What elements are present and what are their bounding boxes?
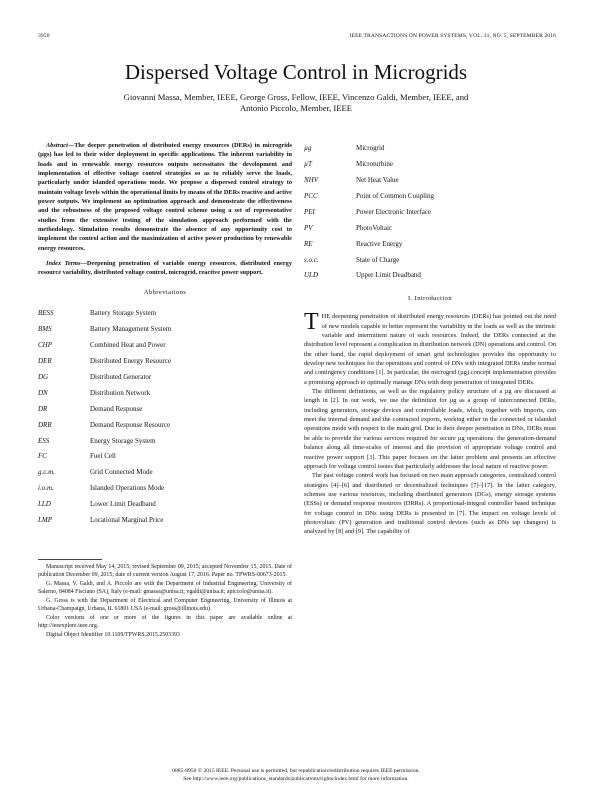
authors [60, 92, 532, 114]
abbreviation-row [38, 449, 292, 465]
abbreviation-term: DR [38, 404, 48, 413]
abbreviation-row [304, 236, 556, 252]
abbreviation-definition: Power Electronic Interface [356, 207, 432, 216]
abbreviation-definition: Energy Storage System [90, 436, 156, 445]
abbreviation-term: s.o.c. [304, 255, 319, 264]
footnote-paragraph: G. Massa, V. Galdi, and A. Piccolo are with the Department of Industrial Engineering, University of Salerno, 84084 Fisciano (SA), Italy (e-mail: gmassa@unisa.it; vgaldi@unisa.it; apiccolo@unisa.it). [38, 580, 292, 596]
journal-header: IEEE TRANSACTIONS ON POWER SYSTEMS, VOL. 31, NO. 5, SEPTEMBER 2016 [349, 33, 556, 39]
copyright-line-1: 0885-8950 © 2015 IEEE. Personal use is permitted, but republication/redistribution requires IEEE permission. [172, 768, 420, 774]
abbreviation-term: PCC [304, 191, 318, 200]
footnote-paragraph: Digital Object Identifier 10.1109/TPWRS.2015.2503393 [46, 631, 180, 638]
paper-title: Dispersed Voltage Control in Microgrids [124, 60, 468, 84]
abbreviation-row [38, 481, 292, 497]
left-column [38, 141, 292, 639]
abbreviation-term: LMP [38, 516, 52, 524]
abstract-label: Abstract— [46, 142, 75, 149]
abbreviation-definition: Battery Storage System [90, 309, 157, 318]
abbreviations-table-left [38, 306, 292, 528]
abbreviation-definition: Net Heat Value [356, 176, 399, 185]
abbreviation-row [38, 354, 292, 370]
abbreviation-row [38, 370, 292, 386]
abbreviation-row [304, 205, 556, 221]
abbreviation-term: DER [38, 357, 52, 366]
footnote-paragraph: G. Gross is with the Department of Electrical and Computer Engineering, University of Illinois at Urbana-Champaign, Urbana, IL 61801 USA (e-mail: gross@illinois.edu). [38, 597, 292, 613]
abbreviation-row [304, 189, 556, 205]
abbreviations-table-right [304, 141, 556, 284]
abbreviation-definition: Demand Response [90, 404, 143, 413]
abbreviation-row [38, 513, 292, 529]
abbreviation-definition: Distributed Energy Resource [90, 357, 172, 366]
abbreviation-row [304, 173, 556, 189]
abbreviation-term: g.c.m. [38, 468, 55, 477]
authors-line-1: Giovanni Massa, Member, IEEE, George Gross, Fellow, IEEE, Vincenzo Galdi, Member, IEEE, and [123, 92, 469, 102]
intro-paragraph-2: The different definitions, as well as the regulatory policy structure of a µg are discussed at length in [2]. In our work, we use the definition for µg as a group of interconnected DERs, including generators, storage devices and controllable loads, which, together with imports, can meet the internal demand and the contracted exports, working either in the connected or islanded operations mode with respect to the main grid. Due to their deeper penetration in DNs, DERs must be able to provide the various services required for secure µg operations: the generation-demand balance along all time-scales of interest and the provision of appropriate voltage control and reactive power support [3]. This paper focuses on the latter problem and presents an effective approach for voltage control issues that particularly addresses the local nature of reactive power. [304, 388, 556, 470]
introduction-heading: I. Introduction [407, 295, 453, 303]
abbreviation-definition: Demand Response Resource [90, 420, 171, 429]
abbreviation-definition: Distribution Network [90, 388, 151, 397]
abbreviation-term: µT [304, 160, 312, 169]
abbreviation-definition: Reactive Energy [356, 239, 403, 248]
index-terms-text: Deepening penetration of variable energy resources, distributed energy resource variability, distributed voltage control, microgrid, reactive power support. [38, 260, 292, 277]
introduction-body [304, 309, 556, 536]
authors-line-2: Antonio Piccolo, Member, IEEE [239, 103, 353, 113]
abbreviation-term: FC [38, 452, 47, 461]
intro-paragraph-3: The past voltage control work has focused on two main approach categories, centralized control strategies [4]–[6] and distributed or decentralized techniques [7]–[17]. In the latter category, schemes use various resources, including distributed generators (DGs), energy storage systems (ESSs) or demand response resources (DRRs). A proportional-integral controller based technique for voltage control in DNs using DERs is presented in [7]. The impact on voltage levels of photovoltaic (PV) generation and traditional control devices (such as DNs tap changers) is analyzed by [8] and [9]. The capability of [304, 472, 556, 536]
abbreviation-definition: Islanded Operations Mode [90, 484, 165, 493]
abbreviation-term: i.o.m. [38, 484, 54, 493]
abbreviation-row [38, 402, 292, 418]
abbreviation-term: PV [304, 223, 313, 232]
abbreviation-term: NHV [304, 176, 318, 185]
page-number: 3950 [38, 33, 50, 39]
abbreviation-definition: Battery Management System [90, 325, 172, 334]
drop-cap: T [304, 309, 319, 336]
abbreviation-definition: Upper Limit Deadband [356, 271, 421, 280]
abbreviation-definition: State of Charge [356, 255, 400, 264]
abbreviation-term: BMS [38, 325, 52, 334]
footnotes [38, 563, 292, 640]
footnote-paragraph: Color versions of one or more of the figures in this paper are available online at http://ieeexplore.ieee.org. [38, 614, 292, 630]
abbreviation-row [38, 433, 292, 449]
abbreviation-term: DN [38, 388, 48, 397]
abbreviation-row [304, 268, 556, 284]
intro-paragraph-1: THE deepening penetration of distributed energy resources (DERs) has pointed out the need of new models capable to better represent the variability in the loads as well as the intrinsic variable and intermittent nature of such resources. Indeed, the DERs connected at the distribution level represent a complication in distribution network (DN) operations and control. On the other hand, the rapid deployment of smart grid technologies provides the opportunity to develop new techniques for the operations and control of DNs with integrated DERs under normal and contingency conditions [1]. In particular, the microgrid (µg) concept implementation provides a promising approach to optimally manage DNs with deep penetration of integrated DERs. [304, 309, 556, 386]
abbreviation-term: DRR [38, 420, 52, 429]
abbreviation-definition: Distributed Generator [90, 372, 152, 381]
abstract [38, 141, 292, 278]
abbreviation-term: PEI [304, 207, 315, 216]
abbreviation-row [38, 417, 292, 433]
index-terms-label: Index Terms— [46, 260, 87, 268]
right-column [304, 141, 556, 537]
abbreviation-term: RE [304, 239, 313, 248]
abbreviation-definition: Fuel Cell [90, 452, 116, 461]
abbreviation-row [38, 322, 292, 338]
footnote-rule [38, 559, 102, 560]
copyright-line-2: See http://www.ieee.org/publications_standards/publications/rights/index.html for more information. [183, 776, 409, 782]
abbreviation-term: ULD [304, 271, 319, 280]
abbreviation-term: µg [304, 144, 312, 153]
abbreviation-definition: Combined Heat and Power [90, 341, 166, 350]
abbreviation-row [304, 220, 556, 236]
abbreviation-term: ESS [38, 436, 50, 445]
abbreviation-row [304, 252, 556, 268]
abbreviation-row [304, 141, 556, 157]
abbreviation-definition: Point of Common Coupling [356, 191, 434, 200]
abbreviation-definition: Grid Connected Mode [90, 468, 153, 477]
abbreviation-row [38, 306, 292, 322]
abbreviation-definition: Microturbine [356, 160, 393, 169]
abbreviation-term: BESS [38, 309, 54, 318]
abbreviation-definition: PhotoVoltaic [356, 223, 393, 232]
abbreviation-row [304, 157, 556, 173]
abbreviations-heading: Abbreviations [143, 288, 187, 296]
abbreviation-row [38, 497, 292, 513]
abbreviation-definition: Locational Marginal Price [90, 516, 164, 524]
footnote-paragraph: Manuscript received May 14, 2015; revised September 09, 2015; accepted November 15, 2015. Date of publication December 09, 2015; date of current version August 17, 2016. Paper no. TPWRS-00673-2015. [38, 563, 292, 579]
abbreviation-definition: Microgrid [356, 144, 385, 153]
abstract-text: The deeper penetration of distributed energy resources (DERs) in microgrids (µgs) has led to their wider deployment in specific applications. The inherent variability in loads and in renewable energy resources outputs necessitates the development and implementation of effective voltage control strategies so as to reliably serve the loads, particularly under islanded operations mode. We propose a dispersed control strategy to maintain voltage levels within the operational limits by means of the DERs reactive and active power outputs. We implement an optimization approach and demonstrate the effectiveness and the robustness of the proposed voltage control scheme using a set of representative studies from the extensive testing of the simulation approach performed with the methodology. Simulation results demonstrate the absence of any opportunity cost to implement the control action and the maximization of active power production by renewable energy resources. [38, 142, 292, 252]
abbreviation-term: LLD [38, 500, 51, 509]
abbreviation-term: DG [38, 372, 49, 381]
abbreviation-row [38, 386, 292, 402]
abbreviation-definition: Lower Limit Deadband [90, 500, 156, 509]
copyright-footer [0, 767, 592, 783]
abbreviation-row [38, 465, 292, 481]
abbreviation-row [38, 338, 292, 354]
abbreviation-term: CHP [38, 341, 52, 350]
